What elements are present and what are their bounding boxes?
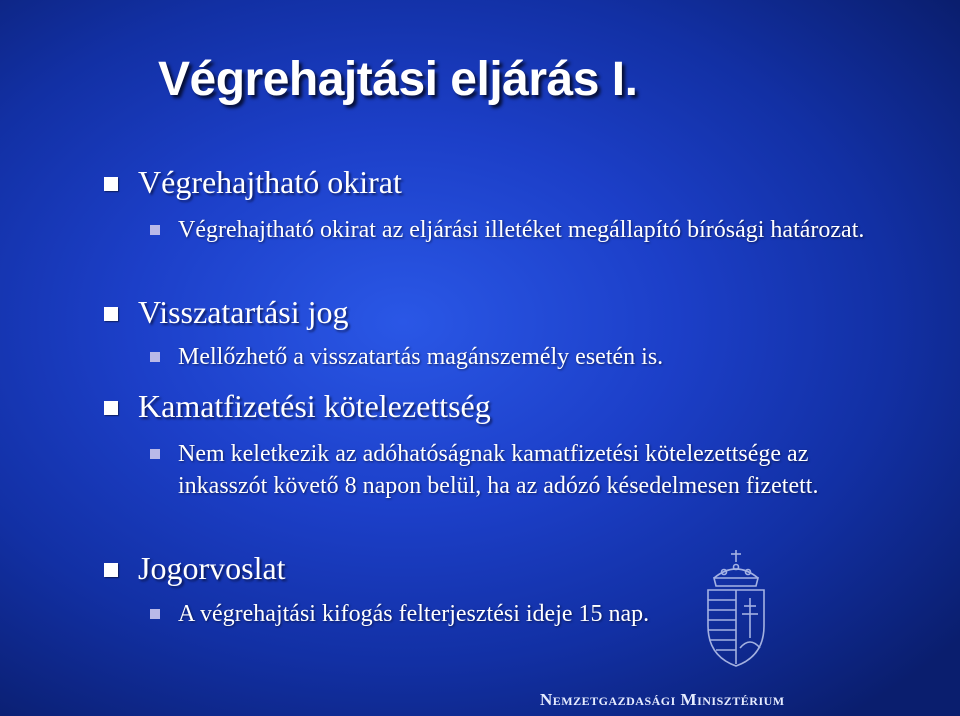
square-bullet-icon	[104, 177, 118, 191]
small-square-bullet-icon	[150, 609, 160, 619]
section-item-text: Nem keletkezik az adóhatóságnak kamatfizetési kötelezettsége az inkasszót követő 8 napon belül, ha az adózó késedelmesen fizetett.	[178, 441, 819, 499]
section-heading-text: Jogorvoslat	[138, 550, 286, 586]
footer-ministry-name: Nemzetgazdasági Minisztérium	[540, 690, 785, 709]
section-item-text: Mellőzhető a visszatartás magánszemély esetén is.	[178, 344, 664, 370]
square-bullet-icon	[104, 563, 118, 577]
small-square-bullet-icon	[150, 352, 160, 362]
square-bullet-icon	[104, 401, 118, 415]
section-heading-text: Végrehajtható okirat	[138, 164, 402, 200]
section-heading-text: Kamatfizetési kötelezettség	[138, 388, 491, 424]
small-square-bullet-icon	[150, 449, 160, 459]
hungarian-coat-of-arms-icon	[700, 548, 772, 670]
section-heading-text: Visszatartási jog	[138, 294, 349, 330]
section-item-text: A végrehajtási kifogás felterjesztési ideje 15 nap.	[178, 601, 650, 627]
slide-title: Végrehajtási eljárás I.	[158, 53, 638, 106]
small-square-bullet-icon	[150, 225, 160, 235]
square-bullet-icon	[104, 307, 118, 321]
section-item-text: Végrehajtható okirat az eljárási illetéket megállapító bírósági határozat.	[178, 217, 865, 243]
